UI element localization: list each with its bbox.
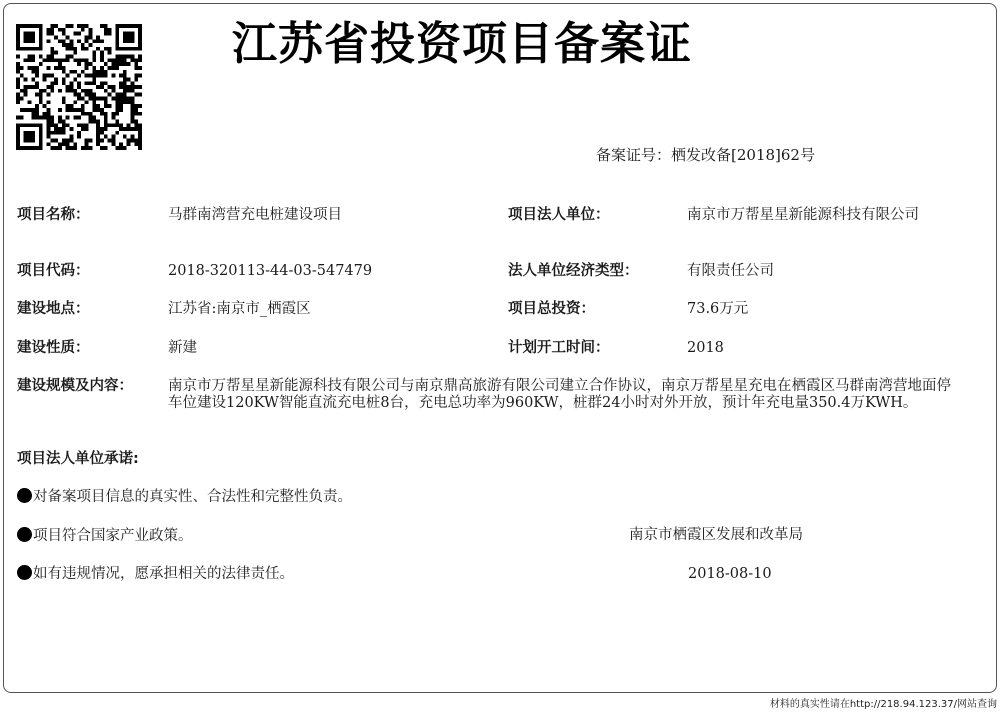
label-legal-entity: 项目法人单位： bbox=[508, 207, 610, 223]
value-legal-entity: 南京市万帮星星新能源科技有限公司 bbox=[687, 207, 919, 223]
issue-date: 2018-08-10 bbox=[688, 566, 772, 582]
value-nature: 新建 bbox=[168, 340, 197, 356]
label-project-name: 项目名称： bbox=[17, 207, 90, 223]
pledge-item-text: 对备案项目信息的真实性、合法性和完整性负责。 bbox=[33, 489, 352, 505]
pledge-item bbox=[17, 565, 294, 583]
bullet-icon bbox=[17, 488, 32, 503]
value-total-investment: 73.6万元 bbox=[687, 301, 749, 317]
value-location: 江苏省:南京市_栖霞区 bbox=[168, 301, 311, 317]
value-start-time: 2018 bbox=[687, 340, 724, 356]
label-location: 建设地点： bbox=[17, 301, 90, 317]
label-start-time: 计划开工时间： bbox=[508, 340, 610, 356]
value-project-code: 2018-320113-44-03-547479 bbox=[168, 263, 373, 279]
issuing-authority: 南京市栖霞区发展和改革局 bbox=[629, 527, 803, 543]
certificate-frame bbox=[3, 3, 997, 693]
pledge-item bbox=[17, 527, 193, 545]
pledge-item bbox=[17, 488, 352, 506]
label-economic-type: 法人单位经济类型： bbox=[508, 263, 639, 279]
label-total-investment: 项目总投资： bbox=[508, 301, 595, 317]
qr-code bbox=[16, 24, 142, 150]
bullet-icon bbox=[17, 565, 32, 580]
label-scope: 建设规模及内容： bbox=[17, 378, 133, 394]
label-nature: 建设性质： bbox=[17, 340, 90, 356]
document-title: 江苏省投资项目备案证 bbox=[232, 17, 693, 70]
certificate-number: 备案证号：栖发改备[2018]62号 bbox=[596, 146, 815, 164]
pledge-item-text: 项目符合国家产业政策。 bbox=[33, 528, 193, 544]
value-scope: 南京市万帮星星新能源科技有限公司与南京鼎高旅游有限公司建立合作协议，南京万帮星星充电在栖霞区马群南湾营地面停车位建设120KW智能直流充电桩8台，充电总功率为960KW，桩群24小时对外开放，预计年充电量350.4万KWH。 bbox=[168, 378, 951, 411]
verification-note: 材料的真实性请在http://218.94.123.37/网站查询 bbox=[769, 699, 997, 710]
value-economic-type: 有限责任公司 bbox=[687, 263, 774, 279]
pledge-item-text: 如有违规情况，愿承担相关的法律责任。 bbox=[33, 566, 294, 582]
pledge-heading: 项目法人单位承诺: bbox=[17, 451, 139, 467]
bullet-icon bbox=[17, 527, 32, 542]
label-project-code: 项目代码： bbox=[17, 263, 90, 279]
value-project-name: 马群南湾营充电桩建设项目 bbox=[168, 207, 342, 223]
